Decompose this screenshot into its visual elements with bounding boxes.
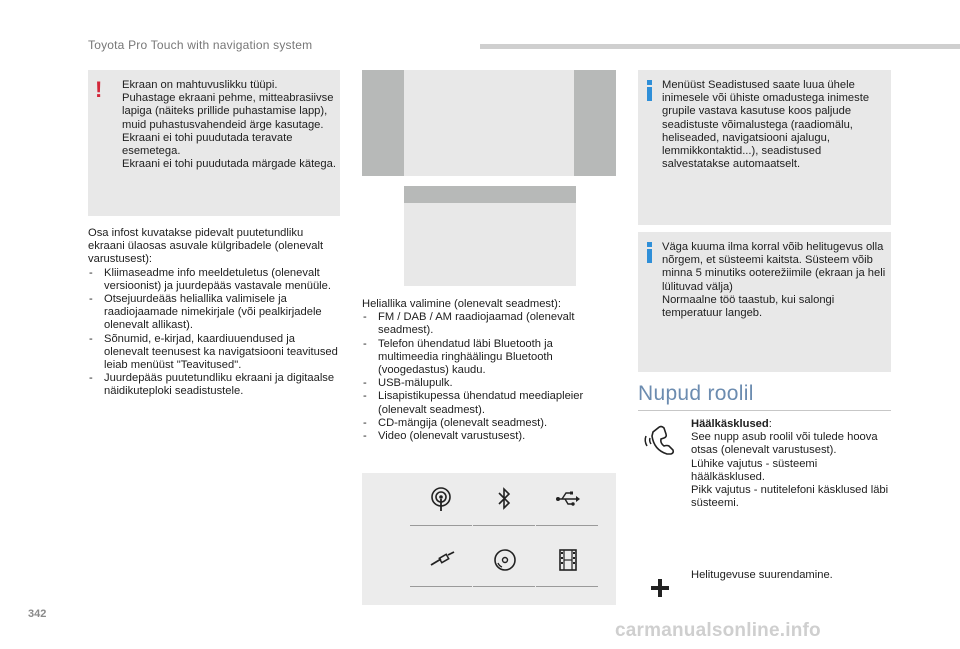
warning-text <box>122 79 338 171</box>
list-item: - USB-mälupulk. <box>362 377 616 390</box>
screen-illustration-2-bar <box>404 186 576 203</box>
info-box-heat-text <box>662 241 886 320</box>
source-icons-panel <box>362 473 616 605</box>
cd-icon <box>473 537 535 587</box>
screen-illustration-display <box>404 70 574 176</box>
voice-command-heading <box>691 418 891 431</box>
middle-column-text <box>362 298 616 443</box>
voice-line: Pikk vajutus - nutitelefoni käsklused läbi süsteemi. <box>691 484 889 510</box>
info-icon <box>646 242 653 263</box>
page-number: 342 <box>28 608 47 620</box>
list-item: - CD-mängija (olenevalt seadmest). <box>362 417 616 430</box>
list-item: - Telefon ühendatud läbi Bluetooth ja multimeedia ringhäälingu Bluetooth (voogedastus) kaudu. <box>362 338 616 378</box>
header-bar <box>480 44 960 49</box>
warning-line: Ekraani ei tohi puudutada teravate esemetega. <box>122 131 293 158</box>
left-column-text <box>88 227 342 399</box>
list-item: - Otsejuurdeääs heliallika valimisele ja raadiojaamade nimekirjale (või pealkirjadele olenevalt allikast). <box>88 293 342 333</box>
voice-command-label: Häälkäsklused <box>691 418 769 430</box>
list-item: - Video (olenevalt varustusest). <box>362 430 616 443</box>
list-item: - Juurdepääs puutetundliku ekraani ja digitaalse näidikuteploki seadistustele. <box>88 372 342 398</box>
list-item: - Kliimaseadme info meeldetuletus (olenevalt versioonist) ja juurdepääs vastavale menüüle. <box>88 267 342 293</box>
watermark: carmanualsonline.info <box>615 620 821 641</box>
radio-icon <box>410 476 472 526</box>
info-line: Väga kuuma ilma korral võib helitugevus olla nõrgem, et süsteemi kaitsta. Süsteem võib minna 5 minutiks ooterežiimile (ekraan ja heli lülituvad välja) <box>662 241 886 293</box>
aux-jack-icon <box>410 537 472 587</box>
middle-list <box>362 311 616 443</box>
warning-line: Puhastage ekraani pehme, mitteabrasiivse lapiga (näiteks prillide puhastamise lapp), muid puhastusvahendeid ärge kasutage. <box>122 92 334 131</box>
screen-illustration-2 <box>404 186 576 286</box>
section-rule <box>638 410 891 411</box>
video-icon <box>536 537 598 587</box>
list-item: - FM / DAB / AM raadiojaamad (olenevalt seadmest). <box>362 311 616 337</box>
section-title: Nupud roolil <box>638 382 754 405</box>
warning-exclamation-icon: ! <box>95 77 103 102</box>
list-item: - Sõnumid, e-kirjad, kaardiuuendused ja olenevalt teenusest ka navigatsiooni teavitused leiab menüüst "Teavitused". <box>88 333 342 373</box>
list-item: - Lisapistikupessa ühendatud meediapleier (olenevalt seadmest). <box>362 390 616 416</box>
voice-line: See nupp asub roolil või tulede hoova otsas (olenevalt varustusest). <box>691 431 878 457</box>
left-list <box>88 267 342 399</box>
voice-command-colon: : <box>768 418 772 430</box>
volume-up-text: Helitugevuse suurendamine. <box>691 569 833 581</box>
screen-illustration <box>362 70 616 176</box>
left-intro: Osa infost kuvatakse pidevalt puutetundliku ekraani ülaosas asuvale külgribadele (olenevalt varustusest): <box>88 227 324 266</box>
middle-intro: Heliallika valimine (olenevalt seadmest): <box>362 298 561 310</box>
voice-command-icon <box>642 422 680 456</box>
plus-icon <box>650 578 670 598</box>
warning-line: Ekraan on mahtuvuslikku tüüpi. <box>122 79 278 91</box>
header-title: Toyota Pro Touch with navigation system <box>88 38 313 52</box>
voice-command-text <box>691 418 891 510</box>
info-icon <box>646 80 653 101</box>
voice-line: Lühike vajutus - süsteemi häälkäsklused. <box>691 457 818 483</box>
usb-icon <box>536 476 598 526</box>
warning-line: Ekraani ei tohi puudutada märgade kätega. <box>122 158 336 171</box>
bluetooth-icon <box>473 476 535 526</box>
info-box-settings-text: Menüüst Seadistused saate luua ühele inimesele või ühiste omadustega inimeste grupile vastava kasutuse koos paljude seadistuste võimalustega (raadiomälu, heliseaded, navigatsiooni ajalugu, lemmikkontaktid...), seadistused salvestatakse automaatselt. <box>662 79 870 171</box>
info-line: Normaalne töö taastub, kui salongi temperatuur langeb. <box>662 293 835 320</box>
